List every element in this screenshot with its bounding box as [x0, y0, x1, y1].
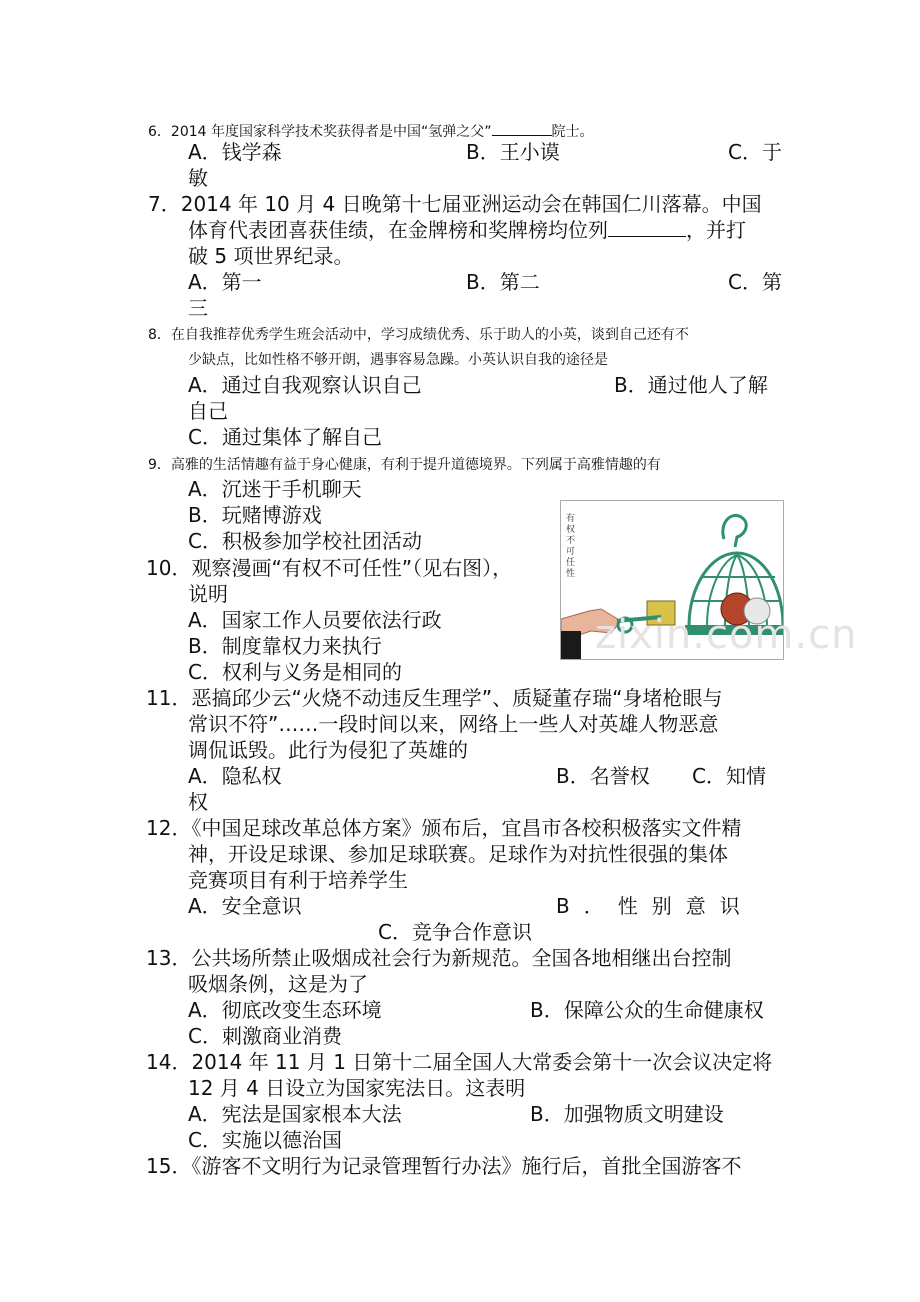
q8-option-c: C．通过集体了解自己: [188, 425, 382, 449]
q13-option-b: B．保障公众的生命健康权: [530, 998, 764, 1022]
q13-stem-line1: 13．公共场所禁止吸烟成社会行为新规范。全国各地相继出台控制: [146, 946, 732, 970]
q7-stem-line1: 7．2014 年 10 月 4 日晚第十七届亚洲运动会在韩国仁川落幕。中国: [148, 192, 762, 216]
q8-option-a: A．通过自我观察认识自己: [188, 373, 422, 397]
q7-stem-line3: 破 5 项世界纪录。: [188, 244, 354, 268]
q14-option-b: B．加强物质文明建设: [530, 1102, 724, 1126]
q12-option-c: C．竞争合作意识: [378, 920, 532, 944]
q11-option-c-wrap: 权: [188, 790, 208, 814]
q10-stem-line1: 10．观察漫画“有权不可任性”（见右图），: [146, 556, 513, 580]
q10-option-c: C．权利与义务是相同的: [188, 660, 402, 684]
q12-stem-line2: 神，开设足球课、参加足球联赛。足球作为对抗性很强的集体: [188, 842, 728, 866]
q13-stem-line2: 吸烟条例，这是为了: [188, 972, 368, 996]
q13-option-c: C．刺激商业消费: [188, 1024, 342, 1048]
q11-stem-line3: 调侃诋毁。此行为侵犯了英雄的: [188, 738, 468, 762]
q10-stem-line2: 说明: [188, 582, 228, 606]
sleeve: [561, 631, 581, 659]
q6-blank: [492, 117, 552, 136]
question-hook: [723, 515, 746, 547]
q6-option-a: A．钱学森: [188, 140, 282, 164]
q7-option-b: B．第二: [466, 270, 540, 294]
q9-option-c: C．积极参加学校社团活动: [188, 529, 422, 553]
q8-stem-line1: 8．在自我推荐优秀学生班会活动中，学习成绩优秀、乐于助人的小英，谈到自己还有不: [148, 327, 689, 343]
q14-option-a: A．宪法是国家根本大法: [188, 1102, 402, 1126]
q11-option-a: A．隐私权: [188, 764, 282, 788]
q9-option-b: B．玩赌博游戏: [188, 503, 322, 527]
q14-stem-line2: 12 月 4 日设立为国家宪法日。这表明: [188, 1076, 526, 1100]
q14-stem-line1: 14．2014 年 11 月 1 日第十二届全国人大常委会第十一次会议决定将: [146, 1050, 773, 1074]
q7-stem-line2: 体育代表团喜获佳绩，在金牌榜和奖牌榜均位列 ，并打: [188, 218, 746, 242]
cartoon-caption: 有权不可任性: [564, 513, 574, 579]
q6-option-c: C．于: [728, 140, 782, 164]
q10-option-b: B．制度靠权力来执行: [188, 634, 382, 658]
q8-option-b: B．通过他人了解: [614, 373, 768, 397]
q14-option-c: C．实施以德治国: [188, 1128, 342, 1152]
q6-option-b: B．王小谟: [466, 140, 560, 164]
q9-stem: 9．高雅的生活情趣有益于身心健康，有利于提升道德境界。下列属于高雅情趣的有: [148, 457, 661, 473]
q11-option-c: C．知情: [692, 764, 766, 788]
q12-stem-line3: 竞赛项目有利于培养学生: [188, 868, 408, 892]
q6-option-c-wrap: 敏: [188, 166, 208, 190]
q6-stem: 6．2014 年度国家科学技术奖获得者是中国“氢弹之父” 院士。: [148, 117, 594, 142]
q11-stem-line1: 11．恶搞邱少云“火烧不动违反生理学”、质疑董存瑞“身堵枪眼与: [146, 686, 723, 710]
q12-stem-line1: 12．《中国足球改革总体方案》颁布后，宜昌市各校积极落实文件精: [146, 816, 742, 840]
q15-stem-line1: 15．《游客不文明行为记录管理暂行办法》施行后，首批全国游客不: [146, 1154, 742, 1178]
q9-option-a: A．沉迷于手机聊天: [188, 477, 362, 501]
q8-stem-line2: 少缺点，比如性格不够开朗，遇事容易急躁。小英认识自我的途径是: [188, 352, 608, 368]
q10-option-a: A．国家工作人员要依法行政: [188, 608, 442, 632]
q11-option-b: B．名誉权: [556, 764, 650, 788]
q7-option-c: C．第: [728, 270, 782, 294]
q11-stem-line2: 常识不符”……一段时间以来，网络上一些人对英雄人物恶意: [188, 712, 719, 736]
watermark: zixin.com.cn: [595, 612, 858, 658]
q13-option-a: A．彻底改变生态环境: [188, 998, 382, 1022]
q12-option-b: B．性别意识: [556, 894, 754, 918]
q12-option-a: A．安全意识: [188, 894, 302, 918]
q7-blank: [608, 218, 686, 237]
q7-option-a: A．第一: [188, 270, 262, 294]
q7-option-c-wrap: 三: [188, 296, 208, 320]
q8-option-b-wrap: 自己: [188, 399, 228, 423]
